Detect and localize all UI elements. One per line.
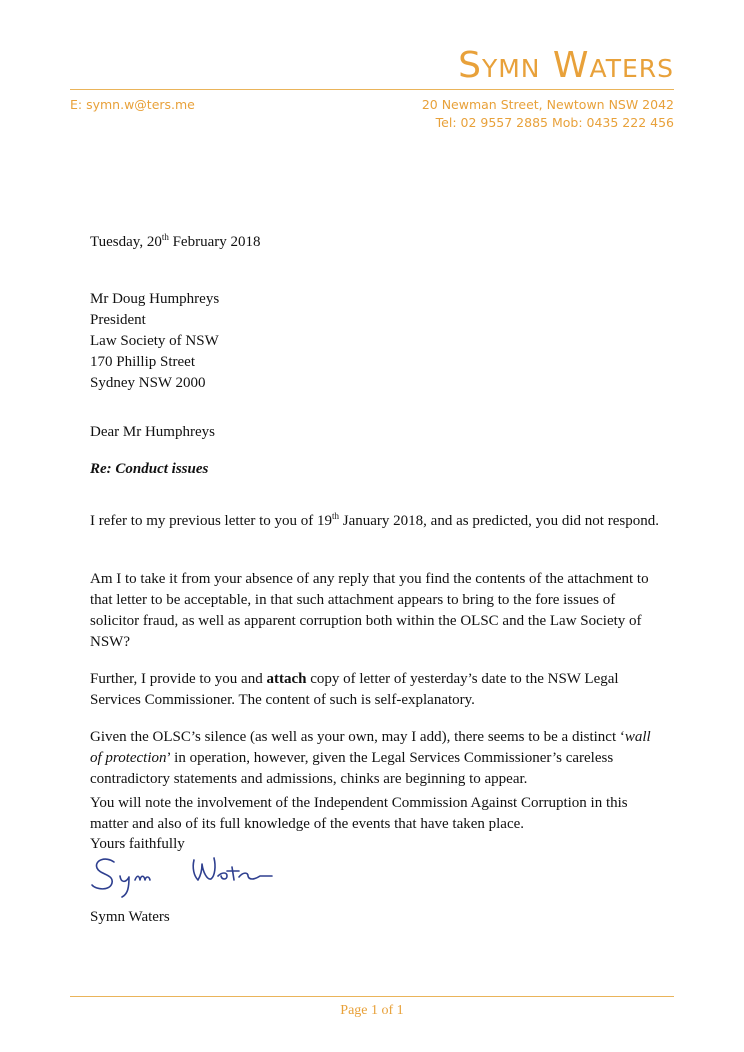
sender-phone: Tel: 02 9557 2885 Mob: 0435 222 456 [435, 115, 674, 130]
body-paragraph-3: Further, I provide to you and attach copy of letter of yesterday’s date to the NSW Legal Services Commissioner. The content of such is self-explanatory. [90, 671, 619, 708]
body-paragraph-5: You will note the involvement of the Independent Commission Against Corruption in this matter and also of its full knowledge of the events that have taken place. [90, 795, 628, 832]
body-paragraph-4: Given the OLSC’s silence (as well as your own, may I add), there seems to be a distinct ‘wall of protection’ in operation, however, given the Legal Services Commissioner’s careless contradictory statements and admissions, chinks are beginning to appear. [90, 729, 651, 787]
letter-date: Tuesday, 20th February 2018 [90, 232, 261, 250]
sender-address: 20 Newman Street, Newtown NSW 2042 [421, 97, 674, 112]
body-paragraph-1: I refer to my previous letter to you of 19th January 2018, and as predicted, you did not respond. [90, 511, 659, 529]
signer-name: Symn Waters [90, 909, 170, 925]
sender-address-block [422, 97, 674, 133]
recipient-address-block [90, 289, 660, 394]
page-number: Page 1 of 1 [340, 1003, 404, 1018]
salutation: Dear Mr Humphreys [90, 424, 215, 440]
recipient-street: 170 Phillip Street [90, 354, 195, 370]
recipient-title: President [90, 312, 146, 328]
letterhead-divider [70, 89, 674, 90]
recipient-city: Sydney NSW 2000 [90, 375, 206, 391]
body-paragraph-2: Am I to take it from your absence of any reply that you find the contents of the attachment to that letter to be acceptable, in that such attachment appears to bring to the fore issues of solicitor fraud, as well as apparent corruption both within the OLSC and the Law Society of NSW? [90, 571, 649, 650]
signature-icon [88, 850, 278, 898]
closing: Yours faithfully [90, 836, 185, 852]
recipient-name: Mr Doug Humphreys [90, 291, 220, 307]
sender-email: E: symn.w@ters.me [70, 97, 195, 112]
footer-divider [70, 996, 674, 997]
subject-line: Re: Conduct issues [90, 461, 209, 477]
recipient-organisation: Law Society of NSW [90, 333, 219, 349]
letterhead [0, 0, 744, 140]
sender-brand-name: Symn Waters [458, 45, 674, 86]
